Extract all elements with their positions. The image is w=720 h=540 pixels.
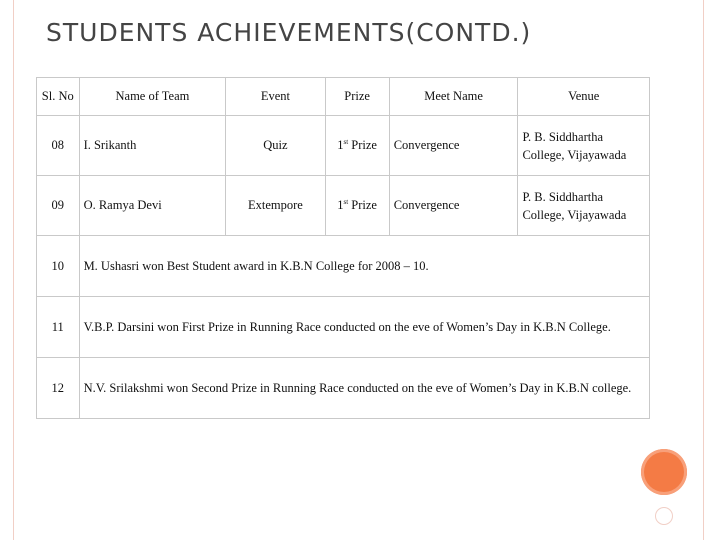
row-sl-no: 10 [37, 236, 80, 297]
row-prize [325, 176, 389, 236]
slide-frame-right-line [703, 0, 704, 540]
prize-number: 1 [337, 198, 344, 213]
table-row [37, 297, 650, 358]
row-meet-name: Convergence [389, 176, 518, 236]
row-prize [325, 116, 389, 176]
slide-title: STUDENTS ACHIEVEMENTS(CONTD.) [46, 18, 532, 47]
prize-ordinal: st [343, 197, 349, 206]
achievements-table [36, 77, 650, 419]
header-sl-no: Sl. No [37, 78, 80, 116]
row-event: Quiz [226, 116, 325, 176]
header-event: Event [226, 78, 325, 116]
header-team: Name of Team [79, 78, 226, 116]
row-team: I. Srikanth [79, 116, 226, 176]
row-achievement-note: N.V. Srilakshmi won Second Prize in Running Race conducted on the eve of Women’s Day in K.B.N college. [79, 358, 649, 419]
row-venue: P. B. Siddhartha College, Vijayawada [518, 116, 650, 176]
slide-frame-left-line [13, 0, 14, 540]
row-sl-no: 09 [37, 176, 80, 236]
prize-ordinal: st [343, 137, 349, 146]
prize-number: 1 [337, 138, 344, 153]
row-meet-name: Convergence [389, 116, 518, 176]
prize-word: Prize [348, 138, 377, 153]
row-achievement-note: M. Ushasri won Best Student award in K.B.N College for 2008 – 10. [79, 236, 649, 297]
table-header-row [37, 78, 650, 116]
decorative-ring [655, 507, 673, 525]
table-row [37, 236, 650, 297]
header-prize: Prize [325, 78, 389, 116]
row-sl-no: 12 [37, 358, 80, 419]
row-sl-no: 08 [37, 116, 80, 176]
row-sl-no: 11 [37, 297, 80, 358]
row-venue: P. B. Siddhartha College, Vijayawada [518, 176, 650, 236]
row-team: O. Ramya Devi [79, 176, 226, 236]
decorative-orange-circle [641, 449, 687, 495]
prize-word: Prize [348, 198, 377, 213]
table-row [37, 116, 650, 176]
table-row [37, 176, 650, 236]
row-event: Extempore [226, 176, 325, 236]
table-row [37, 358, 650, 419]
header-venue: Venue [518, 78, 650, 116]
row-achievement-note: V.B.P. Darsini won First Prize in Running Race conducted on the eve of Women’s Day in K.B.N College. [79, 297, 649, 358]
header-meet-name: Meet Name [389, 78, 518, 116]
